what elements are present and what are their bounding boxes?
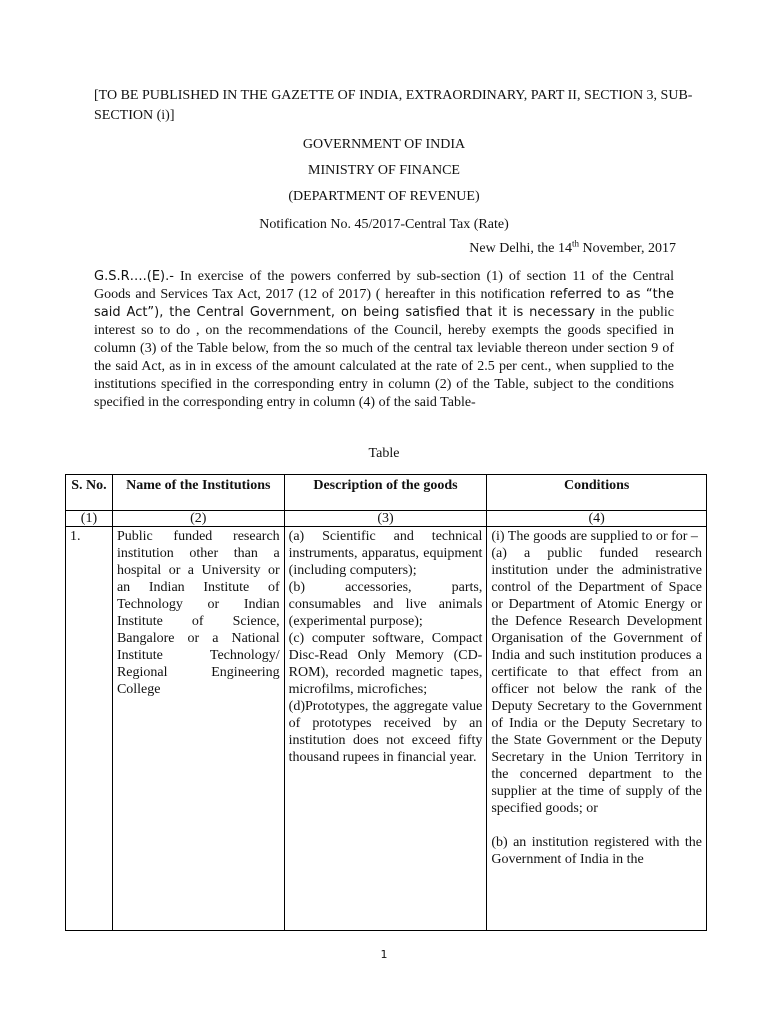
department-title: (DEPARTMENT OF REVENUE) (288, 189, 480, 204)
date-ordinal: th (571, 238, 579, 249)
page-number: 1 (380, 948, 388, 961)
date-suffix: November, 2017 (578, 241, 676, 256)
row-goods (284, 527, 487, 931)
condition-b: (b) an institution registered with the Government of India in the (491, 835, 702, 867)
goods-item-a: (a) Scientific and technical instruments, apparatus, equipment (including computers); (288, 529, 483, 578)
ministry-title: MINISTRY OF FINANCE (308, 163, 460, 178)
government-title: GOVERNMENT OF INDIA (302, 137, 466, 152)
column-number: (3) (284, 511, 487, 527)
gazette-heading: [TO BE PUBLISHED IN THE GAZETTE OF INDIA, EXTRAORDINARY, PART II, SECTION 3, SUB-SECTION (i)] (94, 88, 693, 123)
header-institutions: Name of the Institutions (112, 475, 284, 511)
column-number-row (66, 511, 707, 527)
exemption-table (65, 474, 707, 931)
table-row (66, 527, 707, 931)
notification-number: Notification No. 45/2017-Central Tax (Rate) (259, 217, 509, 232)
body-part-2: referred to as “the said Act”), the Central Government, on being satisfied that it is necessary (94, 287, 674, 320)
goods-item-c: (c) computer software, Compact Disc-Read Only Memory (CD-ROM), recorded magnetic tapes, microfilms, microfiches; (288, 631, 483, 697)
row-sno: 1. (66, 527, 113, 931)
row-conditions (487, 527, 707, 931)
body-part-3: in the public interest so to do , on the recommendations of the Council, hereby exempts the goods specified in column (3) of the Table below, from the so much of the central tax leviable thereon under section 9 of the said Act, as in in excess of the amount calculated at the rate of 2.5 per cent., when supplied to the institutions specified in the corresponding entry in column (2) of the Table, subject to the conditions specified in the corresponding entry in column (4) of the said Table- (94, 305, 674, 410)
notification-date (469, 240, 676, 258)
table-header-row (66, 475, 707, 511)
header-sno: S. No. (66, 475, 113, 511)
goods-item-b: (b) accessories, parts, consumables and live animals (experimental purpose); (288, 580, 483, 629)
gsr-reference: G.S.R….(E).- (94, 269, 174, 284)
row-institution: Public funded research institution other than a hospital or a University or an Indian Institute of Technology or Indian Institute of Science, Bangalore or a National Institute Technology/ Regional Engineering College (112, 527, 284, 931)
condition-a: (a) a public funded research institution under the administrative control of the Department of Space or Department of Atomic Energy or the Defence Research Development Organisation of the Government of India and such institution produces a certificate to that effect from an officer not below the rank of the Deputy Secretary to the Government of India or the Deputy Secretary to the State Government or the Deputy Secretary in the Union Territory in the concerned department to the supplier at the time of supply of the specified goods; or (491, 546, 702, 816)
header-goods: Description of the goods (284, 475, 487, 511)
column-number: (2) (112, 511, 284, 527)
column-number: (4) (487, 511, 707, 527)
column-number: (1) (66, 511, 113, 527)
date-prefix: New Delhi, the 14 (469, 241, 572, 256)
body-part-1: In exercise of the powers conferred by sub-section (1) of section 11 of the Central Goods and Services Tax Act, 2017 (12 of 2017) ( hereafter in this notification (94, 269, 674, 302)
header-conditions: Conditions (487, 475, 707, 511)
condition-intro: (i) The goods are supplied to or for – (491, 529, 698, 544)
notification-body (94, 268, 674, 412)
goods-item-d: (d)Prototypes, the aggregate value of prototypes received by an institution does not exceed fifty thousand rupees in financial year. (288, 699, 483, 765)
table-caption: Table (368, 446, 400, 461)
